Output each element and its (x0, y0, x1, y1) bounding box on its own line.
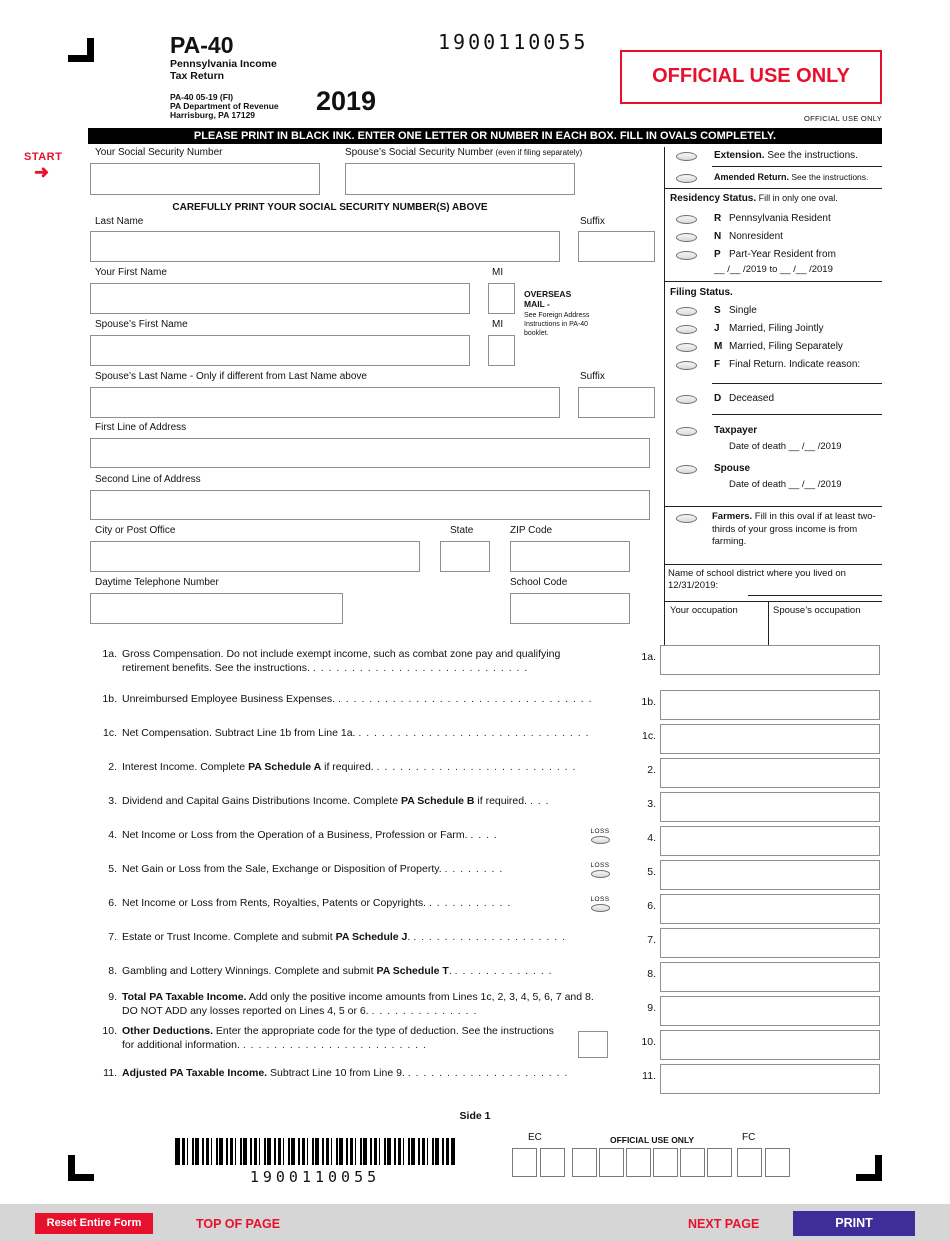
top-of-page-link[interactable]: TOP OF PAGE (196, 1217, 281, 1231)
line-1c-label: 1c. Net Compensation. Subtract Line 1b from Line 1a. . . . . . . . . . . . . . . . . . . . . . . . . . . . . . . (102, 727, 590, 739)
amount-field-line-8[interactable] (660, 962, 880, 992)
form-line-3 (88, 792, 882, 826)
ssn-label: Your Social Security Number (95, 147, 223, 158)
spouse-first-name-label: Spouse’s First Name (95, 319, 188, 330)
divider (664, 564, 882, 565)
official-use-only-box: OFFICIAL USE ONLY (620, 50, 882, 104)
next-page-link[interactable]: NEXT PAGE (688, 1217, 760, 1231)
line-10-label: 10. Other Deductions. Enter the appropriate code for the type of deduction. See the instructions for additional information. . . . . . . . . . . . . . . . . . . . . . . . . (102, 1025, 554, 1051)
spouse-ssn-input[interactable] (345, 163, 575, 195)
divider (664, 281, 882, 282)
divider (664, 506, 882, 507)
address-line2-label: Second Line of Address (95, 474, 201, 485)
residency-oval-nonresident[interactable] (676, 233, 697, 242)
line-5-number: 5. (647, 866, 656, 878)
spouse-deceased-oval[interactable] (676, 465, 697, 474)
line-6-number: 6. (647, 900, 656, 912)
overseas-mail-text: See Foreign Address Instructions in PA-40 booklet. (524, 312, 590, 337)
form-code-number: 1900110055 (438, 30, 589, 54)
amount-field-line-11[interactable] (660, 1064, 880, 1094)
registration-mark-top-left (68, 38, 94, 62)
suffix2-label: Suffix (580, 371, 605, 382)
ec-box-2 (540, 1148, 565, 1177)
start-label: START (24, 151, 63, 163)
your-occupation-field[interactable] (665, 602, 767, 645)
form-line-4 (88, 826, 882, 860)
official-use-box-3 (626, 1148, 651, 1177)
extension-label-rest: See the instructions. (764, 150, 858, 161)
address-line1-input[interactable] (90, 438, 650, 468)
reset-form-button[interactable]: Reset Entire Form (35, 1213, 153, 1234)
suffix2-input[interactable] (578, 387, 655, 418)
amount-field-line-1c[interactable] (660, 724, 880, 754)
address-line1-label: First Line of Address (95, 422, 187, 433)
side-label: Side 1 (459, 1110, 491, 1122)
filing-oval-single[interactable] (676, 307, 697, 316)
city-input[interactable] (90, 541, 420, 572)
residency-oval-partyear[interactable] (676, 251, 697, 260)
zip-label: ZIP Code (510, 525, 553, 536)
print-button[interactable]: PRINT (793, 1211, 915, 1236)
amount-field-line-7[interactable] (660, 928, 880, 958)
overseas-mail-title: OVERSEAS MAIL - (524, 289, 572, 309)
state-input[interactable] (440, 541, 490, 572)
official-use-only-caption: OFFICIAL USE ONLY (803, 114, 882, 123)
deceased-code: D (714, 393, 722, 404)
residency-status-title (670, 193, 838, 204)
spouse-last-name-input[interactable] (90, 387, 560, 418)
official-use-box-4 (653, 1148, 678, 1177)
residency-code-n: N (714, 231, 722, 242)
start-arrow-icon: ➜ (34, 162, 50, 182)
spouse-first-name-input[interactable] (90, 335, 470, 366)
amount-field-line-10[interactable] (660, 1030, 880, 1060)
residency-label-partyear: Part-Year Resident from (729, 249, 836, 260)
form-subtitle-line2: Tax Return (170, 70, 225, 82)
divider (712, 414, 882, 415)
ec-label: EC (528, 1132, 542, 1143)
residency-label-nonresident: Nonresident (729, 231, 783, 242)
filing-code-j: J (714, 323, 720, 334)
line-7-label: 7. Estate or Trust Income. Complete and submit PA Schedule J. . . . . . . . . . . . . . . . . . . . . (108, 931, 567, 943)
official-use-box-6 (707, 1148, 732, 1177)
amended-label-bold: Amended Return. (714, 172, 790, 182)
line-8-number: 8. (647, 968, 656, 980)
line-2-number: 2. (647, 764, 656, 776)
line-4-number: 4. (647, 832, 656, 844)
line-10-number: 10. (641, 1036, 656, 1048)
deceased-oval[interactable] (676, 395, 697, 404)
filing-code-m: M (714, 341, 723, 352)
line-1b-label: 1b. Unreimbursed Employee Business Expenses. . . . . . . . . . . . . . . . . . . . . . . . . . . . . . . . . . (102, 693, 593, 705)
spouse-last-name-label: Spouse’s Last Name - Only if different from Last Name above (95, 371, 367, 382)
city-label: City or Post Office (95, 525, 176, 536)
form-line-1c (88, 724, 882, 758)
print-instructions-banner: PLEASE PRINT IN BLACK INK. ENTER ONE LETTER OR NUMBER IN EACH BOX. FILL IN OVALS COMPLETELY. (88, 128, 882, 144)
official-use-box-2 (599, 1148, 624, 1177)
line-9-label: 9. Total PA Taxable Income. Add only the positive income amounts from Lines 1c, 2, 3, 4, 5, 6, 7 and 8. DO NOT ADD any losses reported on Lines 4, 5 or 6. . . . . . . . . . . . . . . (108, 991, 594, 1017)
spouse-label: Spouse (714, 463, 751, 474)
loss-indicator-line-4 (586, 828, 614, 844)
spouse-ssn-note: (even if filing separately) (493, 148, 583, 157)
dept-address: Harrisburg, PA 17129 (170, 110, 256, 120)
line-4-label: 4. Net Income or Loss from the Operation of a Business, Profession or Farm. . . . . (108, 829, 498, 841)
amount-field-line-1a[interactable] (660, 645, 880, 675)
taxpayer-deceased-oval[interactable] (676, 427, 697, 436)
form-line-7 (88, 928, 882, 962)
line-1a-label: 1a. Gross Compensation. Do not include exempt income, such as combat zone pay and qualifying retirement benefits. See the instructions. . . . . . . . . . . . . . . . . . . . . . . . . . . . . (102, 648, 561, 674)
residency-label-resident: Pennsylvania Resident (729, 213, 831, 224)
extension-label-bold: Extension. (714, 150, 765, 161)
form-line-2 (88, 758, 882, 792)
loss-indicator-line-6 (586, 896, 614, 912)
amount-field-line-1b[interactable] (660, 690, 880, 720)
ec-box-1 (512, 1148, 537, 1177)
form-line-5 (88, 860, 882, 894)
amended-return-label (714, 172, 868, 182)
first-name-input[interactable] (90, 283, 470, 314)
line-3-number: 3. (647, 798, 656, 810)
line-3-label: 3. Dividend and Capital Gains Distributions Income. Complete PA Schedule B if required. . . . (108, 795, 550, 807)
line-1c-number: 1c. (641, 730, 656, 742)
form-line-1a (88, 645, 882, 690)
line-6-label: 6. Net Income or Loss from Rents, Royalties, Patents or Copyrights. . . . . . . . . . . . (108, 897, 512, 909)
amount-field-line-6[interactable] (660, 894, 880, 924)
zip-input[interactable] (510, 541, 630, 572)
mi-input[interactable] (488, 283, 515, 314)
amount-field-line-5[interactable] (660, 860, 880, 890)
mi-label: MI (492, 267, 504, 278)
address-line2-input[interactable] (90, 490, 650, 520)
phone-label: Daytime Telephone Number (95, 577, 219, 588)
ssn-input[interactable] (90, 163, 320, 195)
line-7-number: 7. (647, 934, 656, 946)
extension-oval[interactable] (676, 152, 697, 161)
state-label: State (450, 525, 474, 536)
deduction-code-box[interactable] (578, 1031, 608, 1058)
school-code-label: School Code (510, 577, 568, 588)
farmers-label-rest: Fill in this oval if at least two-thirds of your gross income is from farming. (712, 511, 876, 547)
spouse-mi-input[interactable] (488, 335, 515, 366)
filing-label-joint: Married, Filing Jointly (729, 323, 824, 334)
line-9-number: 9. (647, 1002, 656, 1014)
taxpayer-label: Taxpayer (714, 425, 758, 436)
suffix-label: Suffix (580, 216, 605, 227)
residency-oval-resident[interactable] (676, 215, 697, 224)
line-2-label: 2. Interest Income. Complete PA Schedule A if required. . . . . . . . . . . . . . . . . . . . . . . . . . . (108, 761, 577, 773)
amount-field-line-9[interactable] (660, 996, 880, 1026)
barcode (175, 1138, 455, 1165)
taxpayer-date-of-death: Date of death __ /__ /2019 (729, 441, 842, 452)
residency-title-rest: Fill in only one oval. (756, 193, 838, 203)
amount-field-line-2[interactable] (660, 758, 880, 788)
form-subtitle-line1: Pennsylvania Income (170, 58, 277, 70)
farmers-label (712, 511, 880, 549)
tax-year: 2019 (316, 86, 377, 116)
final-return-reason-line[interactable] (712, 383, 882, 384)
form-line-10 (88, 1025, 882, 1064)
loss-label: LOSS (590, 896, 610, 903)
first-name-label: Your First Name (95, 267, 167, 278)
filing-label-final: Final Return. Indicate reason: (729, 359, 861, 370)
ssn-print-note: CAREFULLY PRINT YOUR SOCIAL SECURITY NUMBER(S) ABOVE (172, 202, 488, 213)
fc-label: FC (742, 1132, 756, 1143)
school-district-input-line[interactable] (748, 595, 882, 596)
footer-official-use-label: OFFICIAL USE ONLY (609, 1135, 695, 1145)
filing-label-single: Single (729, 305, 757, 316)
spouse-occupation-label: Spouse’s occupation (773, 605, 861, 616)
fc-box-1 (737, 1148, 762, 1177)
line-11-number: 11. (642, 1070, 656, 1082)
barcode-number: 1900110055 (249, 1168, 381, 1186)
spouse-ssn-label (345, 147, 582, 158)
form-version: PA-40 05-19 (FI) (170, 92, 234, 102)
form-line-6 (88, 894, 882, 928)
suffix-input[interactable] (578, 231, 655, 262)
official-use-box-1 (572, 1148, 597, 1177)
divider (664, 188, 882, 189)
residency-code-r: R (714, 213, 722, 224)
line-8-label: 8. Gambling and Lottery Winnings. Complete and submit PA Schedule T. . . . . . . . . . . . . . (108, 965, 553, 977)
right-panel-divider (664, 147, 665, 645)
registration-mark-bottom-left (68, 1155, 94, 1181)
filing-status-title: Filing Status. (670, 287, 733, 298)
loss-oval-line-5[interactable] (591, 870, 610, 878)
overseas-mail-note (524, 289, 616, 338)
loss-label: LOSS (590, 862, 610, 869)
phone-input[interactable] (90, 593, 343, 624)
school-district-label: Name of school district where you lived on 12/31/2019: (668, 568, 846, 591)
part-year-dates: __ /__ /2019 to __ /__ /2019 (714, 264, 833, 275)
amount-field-line-3[interactable] (660, 792, 880, 822)
filing-oval-joint[interactable] (676, 325, 697, 334)
loss-label: LOSS (590, 828, 610, 835)
divider (712, 166, 882, 167)
school-code-input[interactable] (510, 593, 630, 624)
form-line-1b (88, 690, 882, 724)
residency-code-p: P (714, 249, 721, 260)
line-5-label: 5. Net Gain or Loss from the Sale, Exchange or Disposition of Property. . . . . . . . . (108, 863, 504, 875)
your-occupation-label: Your occupation (670, 605, 738, 616)
official-use-box-5 (680, 1148, 705, 1177)
spouse-ssn-label-text: Spouse’s Social Security Number (345, 147, 494, 158)
line-1b-number: 1b. (641, 696, 656, 708)
amount-field-line-4[interactable] (660, 826, 880, 856)
last-name-label: Last Name (95, 216, 144, 227)
registration-mark-bottom-right (856, 1155, 882, 1181)
last-name-input[interactable] (90, 231, 560, 262)
loss-oval-line-4[interactable] (591, 836, 610, 844)
filing-oval-separate[interactable] (676, 343, 697, 352)
dept-name: PA Department of Revenue (170, 101, 279, 111)
line-11-label: 11. Adjusted PA Taxable Income. Subtract Line 10 from Line 9. . . . . . . . . . . . . . . . . . . . . . (103, 1067, 569, 1079)
loss-indicator-line-5 (586, 862, 614, 878)
amended-return-oval[interactable] (676, 174, 697, 183)
spouse-mi-label: MI (492, 319, 504, 330)
farmers-label-bold: Farmers. (712, 511, 753, 522)
filing-code-s: S (714, 305, 721, 316)
spouse-date-of-death: Date of death __ /__ /2019 (729, 479, 842, 490)
amended-label-rest: See the instructions. (789, 172, 869, 182)
spouse-occupation-field[interactable] (769, 602, 882, 645)
filing-oval-final[interactable] (676, 361, 697, 370)
fc-box-2 (765, 1148, 790, 1177)
income-lines-table (88, 645, 882, 1098)
loss-oval-line-6[interactable] (591, 904, 610, 912)
residency-title-bold: Residency Status. (670, 193, 757, 204)
form-line-11 (88, 1064, 882, 1098)
filing-label-separate: Married, Filing Separately (729, 341, 843, 352)
deceased-label: Deceased (729, 393, 775, 404)
filing-code-f: F (714, 359, 721, 370)
form-title: PA-40 (170, 32, 234, 58)
line-1a-number: 1a. (641, 651, 656, 663)
farmers-oval[interactable] (676, 514, 697, 523)
extension-label (714, 150, 858, 161)
